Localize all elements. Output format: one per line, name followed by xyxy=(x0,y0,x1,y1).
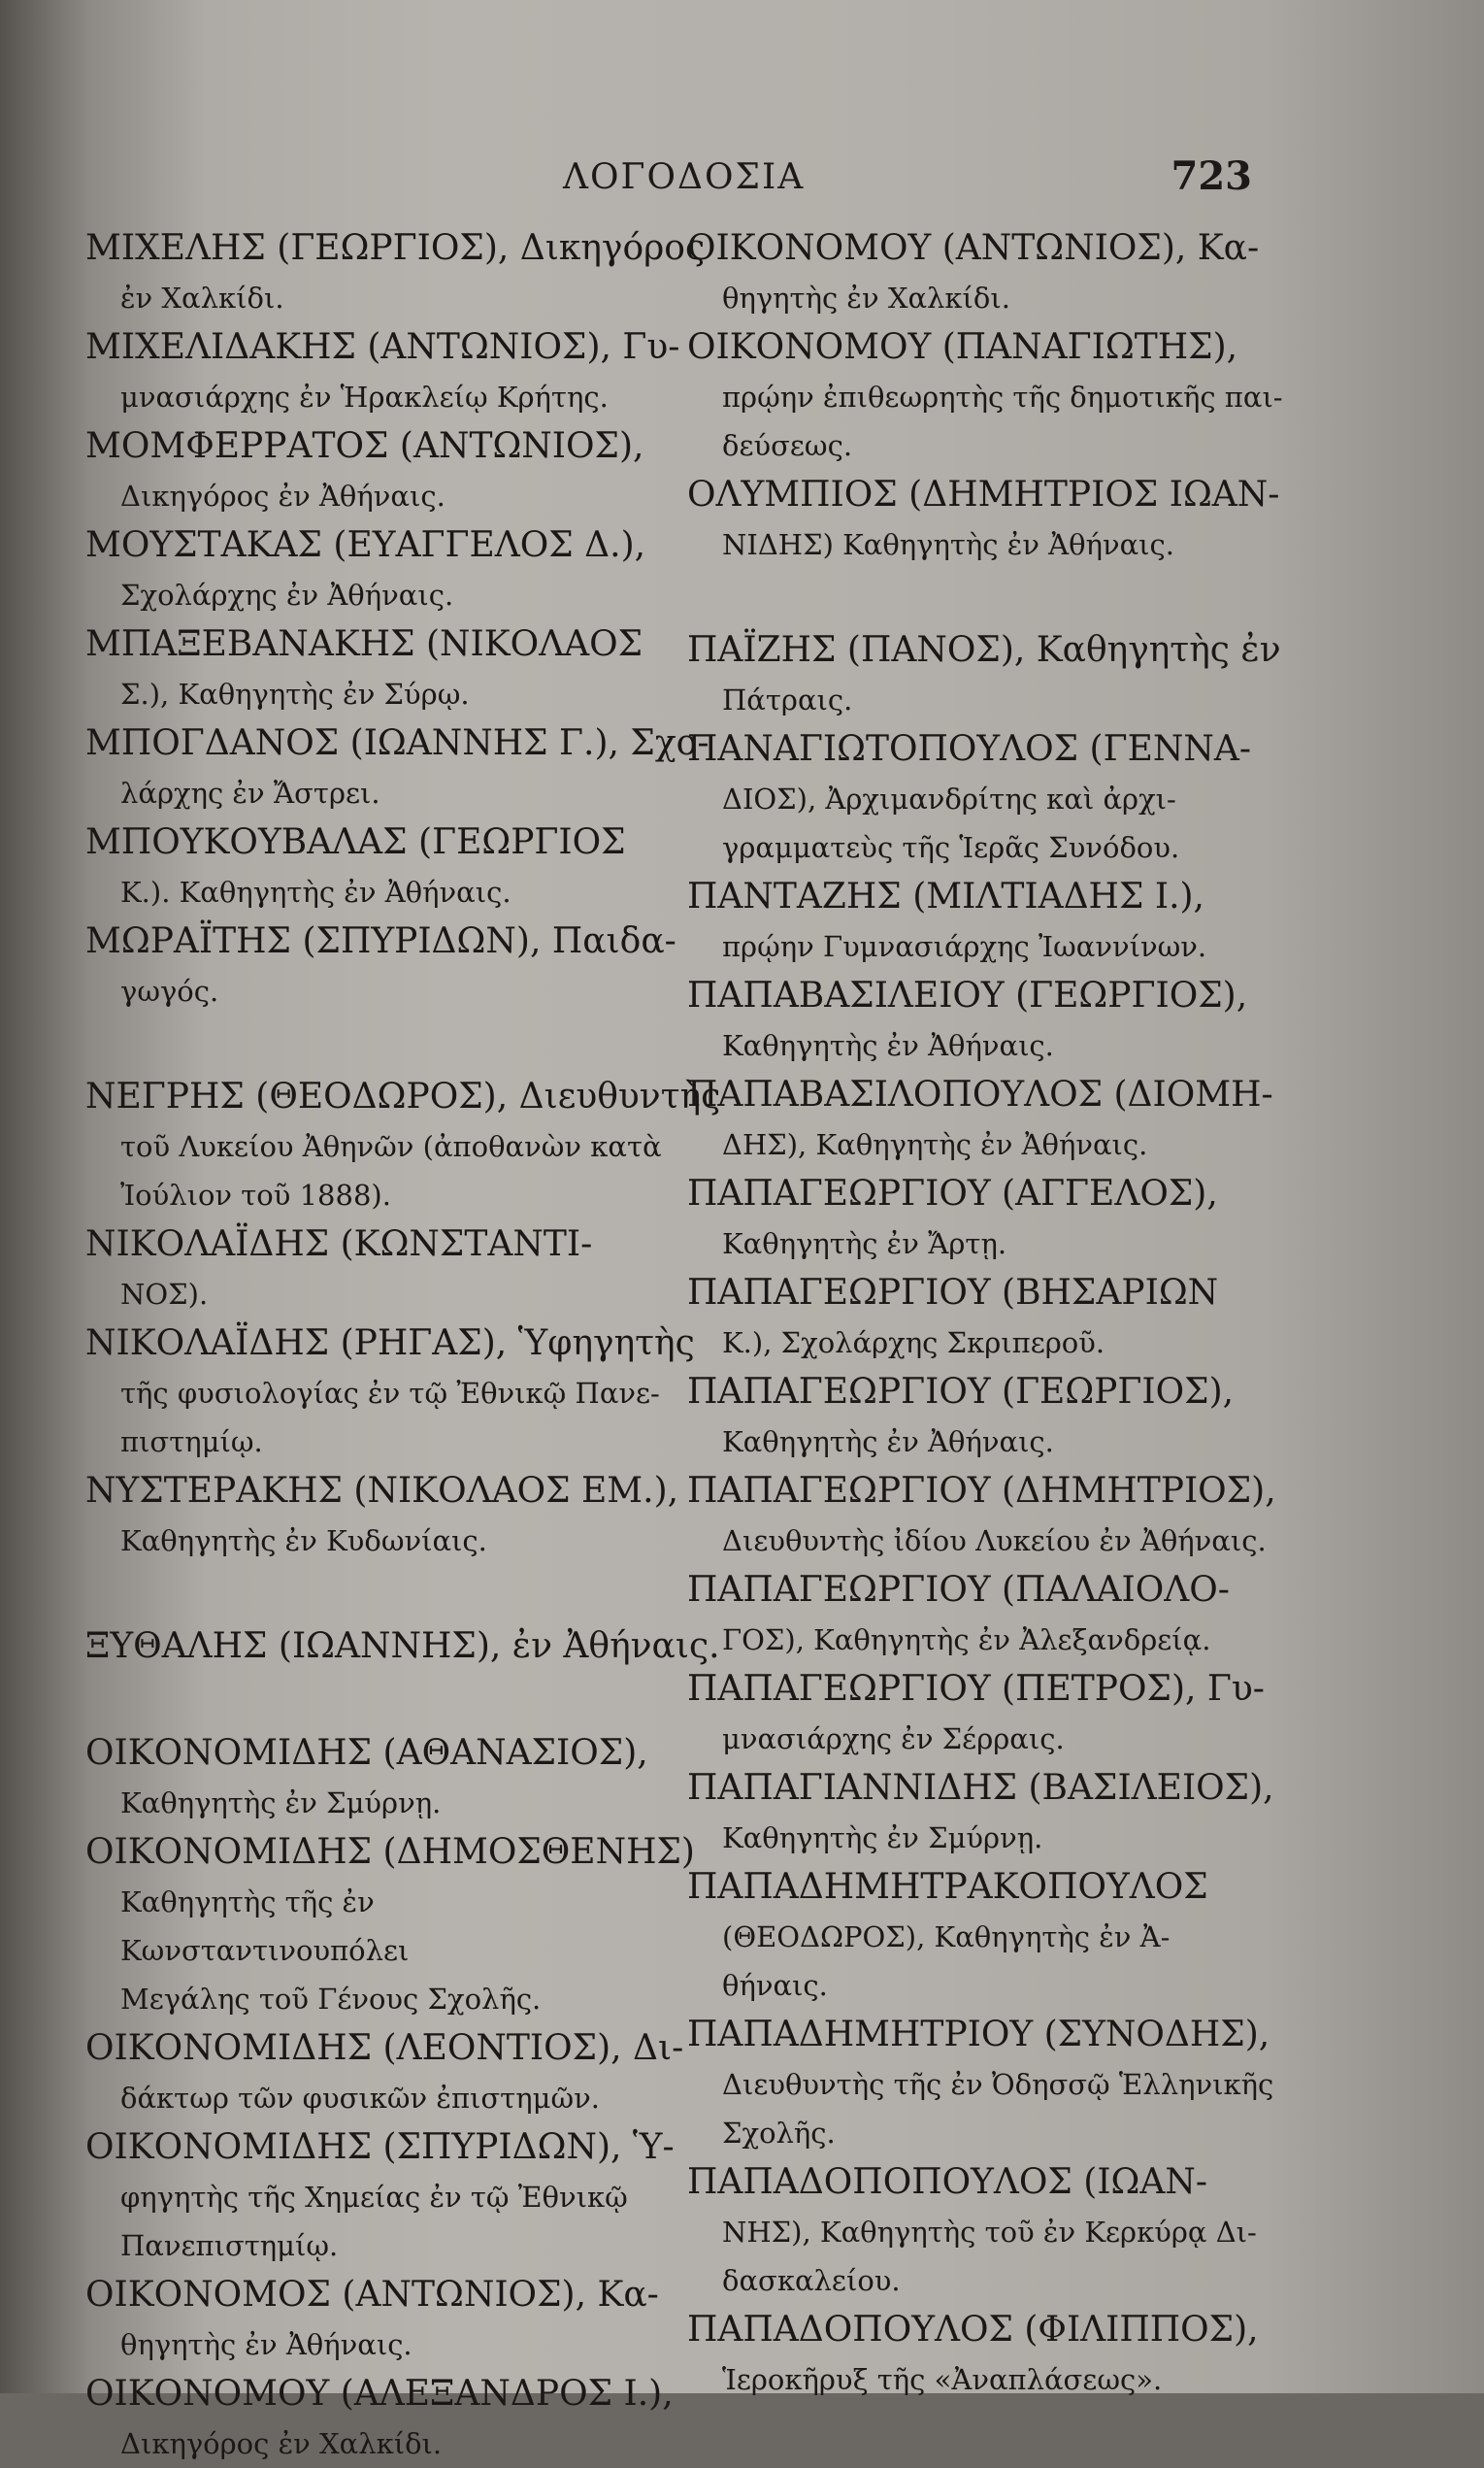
entry-name: ΝΙΚΟΛΑΪΔΗΣ (ΚΩΝΣΤΑΝΤΙ- xyxy=(85,1224,593,1264)
entry-description: Κ.), Σχολάρχης Σκριπεροῦ. xyxy=(722,1326,1105,1359)
entry-name: ΠΑΠΑΓΕΩΡΓΙΟΥ (ΠΕΤΡΟΣ), Γυ- xyxy=(687,1669,1265,1709)
entry-description: Σχολάρχης ἐν Ἀθήναις. xyxy=(120,579,454,612)
index-entry xyxy=(687,1565,1299,1664)
entry-description: Καθηγητὴς τῆς ἐν Κωνσταντινουπόλει xyxy=(120,1885,410,1967)
index-entry xyxy=(85,917,676,1016)
entry-name: ΝΙΚΟΛΑΪΔΗΣ (ΡΗΓΑΣ), Ὑφηγητὴς xyxy=(85,1323,695,1363)
entry-description-continued: Πανεπιστημίῳ. xyxy=(120,2229,339,2262)
entry-description: δάκτωρ τῶν φυσικῶν ἐπιστημῶν. xyxy=(120,2082,600,2115)
entry-description: πρῴην ἐπιθεωρητὴς τῆς δημοτικῆς παι- xyxy=(722,381,1283,414)
entry-description: (ΘΕΟΔΩΡΟΣ), Καθηγητὴς ἐν Ἀ- xyxy=(722,1920,1171,1953)
entry-name: ΠΑΪΖΗΣ (ΠΑΝΟΣ), Καθηγητὴς ἐν xyxy=(687,630,1281,670)
index-entry xyxy=(687,724,1299,872)
entry-name: ΠΑΠΑΓΕΩΡΓΙΟΥ (ΑΓΓΕΛΟΣ), xyxy=(687,1174,1218,1214)
index-entry xyxy=(85,1728,668,1827)
index-entry xyxy=(85,1219,668,1318)
entry-name: ΟΙΚΟΝΟΜΙΔΗΣ (ΛΕΟΝΤΙΟΣ), Δι- xyxy=(85,2028,684,2068)
entry-name: ΜΙΧΕΛΗΣ (ΓΕΩΡΓΙΟΣ), Δικηγόρος xyxy=(85,228,706,268)
entry-name: ΠΑΠΑΓΕΩΡΓΙΟΥ (ΒΗΣΑΡΙΩΝ xyxy=(687,1273,1219,1313)
index-entry xyxy=(85,817,668,917)
index-entry xyxy=(85,2023,684,2122)
entry-name: ΠΑΠΑΓΕΩΡΓΙΟΥ (ΓΕΩΡΓΙΟΣ), xyxy=(687,1372,1235,1412)
entry-description: Δικηγόρος ἐν Χαλκίδι. xyxy=(120,2427,443,2460)
entry-description: ΔΙΟΣ), Ἀρχιμανδρίτης καὶ ἀρχι- xyxy=(722,783,1176,816)
index-entry xyxy=(85,520,668,619)
entry-description-continued: Μεγάλης τοῦ Γένους Σχολῆς. xyxy=(120,1983,542,2016)
index-entry xyxy=(85,322,680,421)
entry-description: ἐν Χαλκίδι. xyxy=(120,282,284,315)
index-entry xyxy=(85,1318,695,1466)
entry-name: ΟΙΚΟΝΟΜΟΥ (ΑΛΕΞΑΝΔΡΟΣ Ι.), xyxy=(85,2374,674,2414)
entry-description: φηγητὴς τῆς Χημείας ἐν τῷ Ἐθνικῷ xyxy=(120,2181,628,2214)
entry-description: ΓΟΣ), Καθηγητὴς ἐν Ἀλεξανδρείᾳ. xyxy=(722,1623,1211,1656)
running-header: ΛΟΓΟΔΟΣΙΑ xyxy=(563,157,806,197)
index-entry xyxy=(687,1664,1299,1763)
entry-name: ΜΠΟΥΚΟΥΒΑΛΑΣ (ΓΕΩΡΓΙΟΣ xyxy=(85,822,626,862)
index-entry xyxy=(687,2157,1299,2305)
entry-description: γωγός. xyxy=(120,975,219,1008)
entry-name: ΝΕΓΡΗΣ (ΘΕΟΔΩΡΟΣ), Διευθυντὴς xyxy=(85,1077,721,1117)
index-entry xyxy=(85,1621,720,1672)
entry-description: Κ.). Καθηγητὴς ἐν Ἀθήναις. xyxy=(120,876,511,909)
entry-name: ΠΑΠΑΔΟΠΟΥΛΟΣ (ΦΙΛΙΠΠΟΣ), xyxy=(687,2310,1259,2350)
index-entry xyxy=(85,223,706,322)
entry-name: ΜΙΧΕΛΙΔΑΚΗΣ (ΑΝΤΩΝΙΟΣ), Γυ- xyxy=(85,327,680,367)
index-entry xyxy=(85,2369,674,2468)
entry-description: Καθηγητὴς ἐν Σμύρνῃ. xyxy=(120,1786,442,1819)
index-entry xyxy=(687,223,1299,322)
entry-description: ΔΗΣ), Καθηγητὴς ἐν Ἀθήναις. xyxy=(722,1128,1148,1161)
entry-description: θηγητὴς ἐν Ἀθήναις. xyxy=(120,2328,412,2361)
index-entry xyxy=(85,718,709,817)
index-entry xyxy=(687,1070,1299,1169)
entry-name: ΠΑΠΑΓΙΑΝΝΙΔΗΣ (ΒΑΣΙΛΕΙΟΣ), xyxy=(687,1768,1274,1808)
entry-name: ΜΩΡΑΪΤΗΣ (ΣΠΥΡΙΔΩΝ), Παιδα- xyxy=(85,921,676,961)
section-gap xyxy=(687,569,1299,625)
entry-description-continued: θήναις. xyxy=(722,1969,828,2002)
entry-description-continued: δασκαλείου. xyxy=(722,2264,901,2297)
entry-description: ΝΙΔΗΣ) Καθηγητὴς ἐν Ἀθήναις. xyxy=(722,528,1174,561)
entry-description-continued: Ἰούλιον τοῦ 1888). xyxy=(120,1179,391,1212)
entry-name: ΠΑΠΑΔΗΜΗΤΡΑΚΟΠΟΥΛΟΣ xyxy=(687,1867,1208,1907)
entry-description: τοῦ Λυκείου Ἀθηνῶν (ἀποθανὼν κατὰ xyxy=(120,1130,662,1163)
index-entry xyxy=(85,2270,668,2369)
entry-name: ΟΙΚΟΝΟΜΙΔΗΣ (ΣΠΥΡΙΔΩΝ), Ὑ- xyxy=(85,2127,675,2167)
entry-name: ΟΙΚΟΝΟΜΟΣ (ΑΝΤΩΝΙΟΣ), Κα- xyxy=(85,2275,659,2315)
entry-name: ΠΑΠΑΔΗΜΗΤΡΙΟΥ (ΣΥΝΟΔΗΣ), xyxy=(687,2015,1270,2054)
index-entry xyxy=(687,1763,1299,1862)
index-entry xyxy=(687,1169,1299,1268)
entry-name: ΠΑΠΑΔΟΠΟΠΟΥΛΟΣ (ΙΩΑΝ- xyxy=(687,2162,1208,2202)
entry-name: ΟΙΚΟΝΟΜΟΥ (ΠΑΝΑΓΙΩΤΗΣ), xyxy=(687,327,1238,367)
entry-description: Καθηγητὴς ἐν Κυδωνίαις. xyxy=(120,1524,487,1557)
entry-description: μνασιάρχης ἐν Σέρραις. xyxy=(722,1722,1065,1755)
section-gap xyxy=(85,1672,668,1728)
entry-description: ΝΗΣ), Καθηγητὴς τοῦ ἐν Κερκύρᾳ Δι- xyxy=(722,2216,1257,2249)
entry-description-continued: πιστημίῳ. xyxy=(120,1425,263,1458)
index-entry xyxy=(85,1466,679,1565)
index-entry xyxy=(687,971,1299,1070)
index-entry xyxy=(687,1268,1299,1367)
entry-name: ΜΟΜΦΕΡΡΑΤΟΣ (ΑΝΤΩΝΙΟΣ), xyxy=(85,426,644,466)
entry-description: Καθηγητὴς ἐν Ἄρτῃ. xyxy=(722,1227,1007,1260)
entry-description: θηγητὴς ἐν Χαλκίδι. xyxy=(722,282,1010,315)
index-entry xyxy=(687,322,1299,470)
page-number: 723 xyxy=(1171,153,1252,199)
entry-name: ΟΛΥΜΠΙΟΣ (ΔΗΜΗΤΡΙΟΣ ΙΩΑΝ- xyxy=(687,475,1280,515)
entry-description-continued: δεύσεως. xyxy=(722,429,853,462)
entry-description: Ἱεροκῆρυξ τῆς «Ἀναπλάσεως». xyxy=(722,2363,1163,2396)
entry-name: ΠΑΠΑΒΑΣΙΛΟΠΟΥΛΟΣ (ΔΙΟΜΗ- xyxy=(687,1075,1273,1115)
entry-name: ΞΥΘΑΛΗΣ (ΙΩΑΝΝΗΣ), ἐν Ἀθήναις. xyxy=(85,1626,720,1666)
index-entry xyxy=(687,872,1299,971)
entry-description: πρῴην Γυμνασιάρχης Ἰωαννίνων. xyxy=(722,930,1207,963)
right-column xyxy=(687,223,1299,2404)
index-entry xyxy=(85,619,668,718)
entry-description: Πάτραις. xyxy=(722,684,853,717)
entry-description: Διευθυντὴς τῆς ἐν Ὀδησσῷ Ἑλληνικῆς xyxy=(722,2068,1274,2101)
entry-name: ΠΑΝΤΑΖΗΣ (ΜΙΛΤΙΑΔΗΣ Ι.), xyxy=(687,877,1205,917)
entry-description-continued: γραμματεὺς τῆς Ἱερᾶς Συνόδου. xyxy=(722,831,1180,864)
index-entry xyxy=(687,2010,1299,2157)
entry-name: ΠΑΝΑΓΙΩΤΟΠΟΥΛΟΣ (ΓΕΝΝΑ- xyxy=(687,729,1252,769)
entry-description: Καθηγητὴς ἐν Σμύρνῃ. xyxy=(722,1821,1043,1854)
entry-name: ΠΑΠΑΒΑΣΙΛΕΙΟΥ (ΓΕΩΡΓΙΟΣ), xyxy=(687,976,1248,1016)
section-gap xyxy=(85,1565,668,1621)
entry-name: ΟΙΚΟΝΟΜΟΥ (ΑΝΤΩΝΙΟΣ), Κα- xyxy=(687,228,1260,268)
entry-name: ΠΑΠΑΓΕΩΡΓΙΟΥ (ΠΑΛΑΙΟΛΟ- xyxy=(687,1570,1230,1610)
entry-name: ΜΟΥΣΤΑΚΑΣ (ΕΥΑΓΓΕΛΟΣ Δ.), xyxy=(85,525,646,565)
entry-description: τῆς φυσιολογίας ἐν τῷ Ἐθνικῷ Πανε- xyxy=(120,1377,660,1410)
entry-description: λάρχης ἐν Ἄστρει. xyxy=(120,777,380,810)
entry-description: μνασιάρχης ἐν Ἡρακλείῳ Κρήτης. xyxy=(120,381,609,414)
entry-description: Διευθυντὴς ἰδίου Λυκείου ἐν Ἀθήναις. xyxy=(722,1524,1267,1557)
entry-description-continued: Σχολῆς. xyxy=(722,2117,836,2150)
index-entry xyxy=(85,421,668,520)
entry-description: ΝΟΣ). xyxy=(120,1278,209,1311)
entry-description: Δικηγόρος ἐν Ἀθήναις. xyxy=(120,480,445,513)
index-entry xyxy=(85,1072,721,1219)
entry-description: Καθηγητὴς ἐν Ἀθήναις. xyxy=(722,1425,1054,1458)
entry-name: ΠΑΠΑΓΕΩΡΓΙΟΥ (ΔΗΜΗΤΡΙΟΣ), xyxy=(687,1471,1276,1511)
entry-description: Καθηγητὴς ἐν Ἀθήναις. xyxy=(722,1029,1054,1062)
index-entry xyxy=(687,2305,1299,2404)
entry-name: ΝΥΣΤΕΡΑΚΗΣ (ΝΙΚΟΛΑΟΣ ΕΜ.), xyxy=(85,1471,679,1511)
section-gap xyxy=(85,1016,668,1072)
index-entry xyxy=(687,470,1299,569)
index-entry xyxy=(687,1862,1299,2010)
entry-name: ΜΠΟΓΔΑΝΟΣ (ΙΩΑΝΝΗΣ Γ.), Σχο- xyxy=(85,723,709,763)
index-entry xyxy=(85,2122,675,2270)
entry-description: Σ.), Καθηγητὴς ἐν Σύρῳ. xyxy=(120,678,470,711)
index-entry xyxy=(687,1466,1299,1565)
index-entry xyxy=(85,1827,695,2023)
left-column xyxy=(85,223,721,2468)
entry-name: ΜΠΑΞΕΒΑΝΑΚΗΣ (ΝΙΚΟΛΑΟΣ xyxy=(85,624,643,664)
entry-name: ΟΙΚΟΝΟΜΙΔΗΣ (ΔΗΜΟΣΘΕΝΗΣ) xyxy=(85,1832,695,1872)
entry-name: ΟΙΚΟΝΟΜΙΔΗΣ (ΑΘΑΝΑΣΙΟΣ), xyxy=(85,1733,648,1773)
index-entry xyxy=(687,625,1299,724)
index-entry xyxy=(687,1367,1299,1466)
